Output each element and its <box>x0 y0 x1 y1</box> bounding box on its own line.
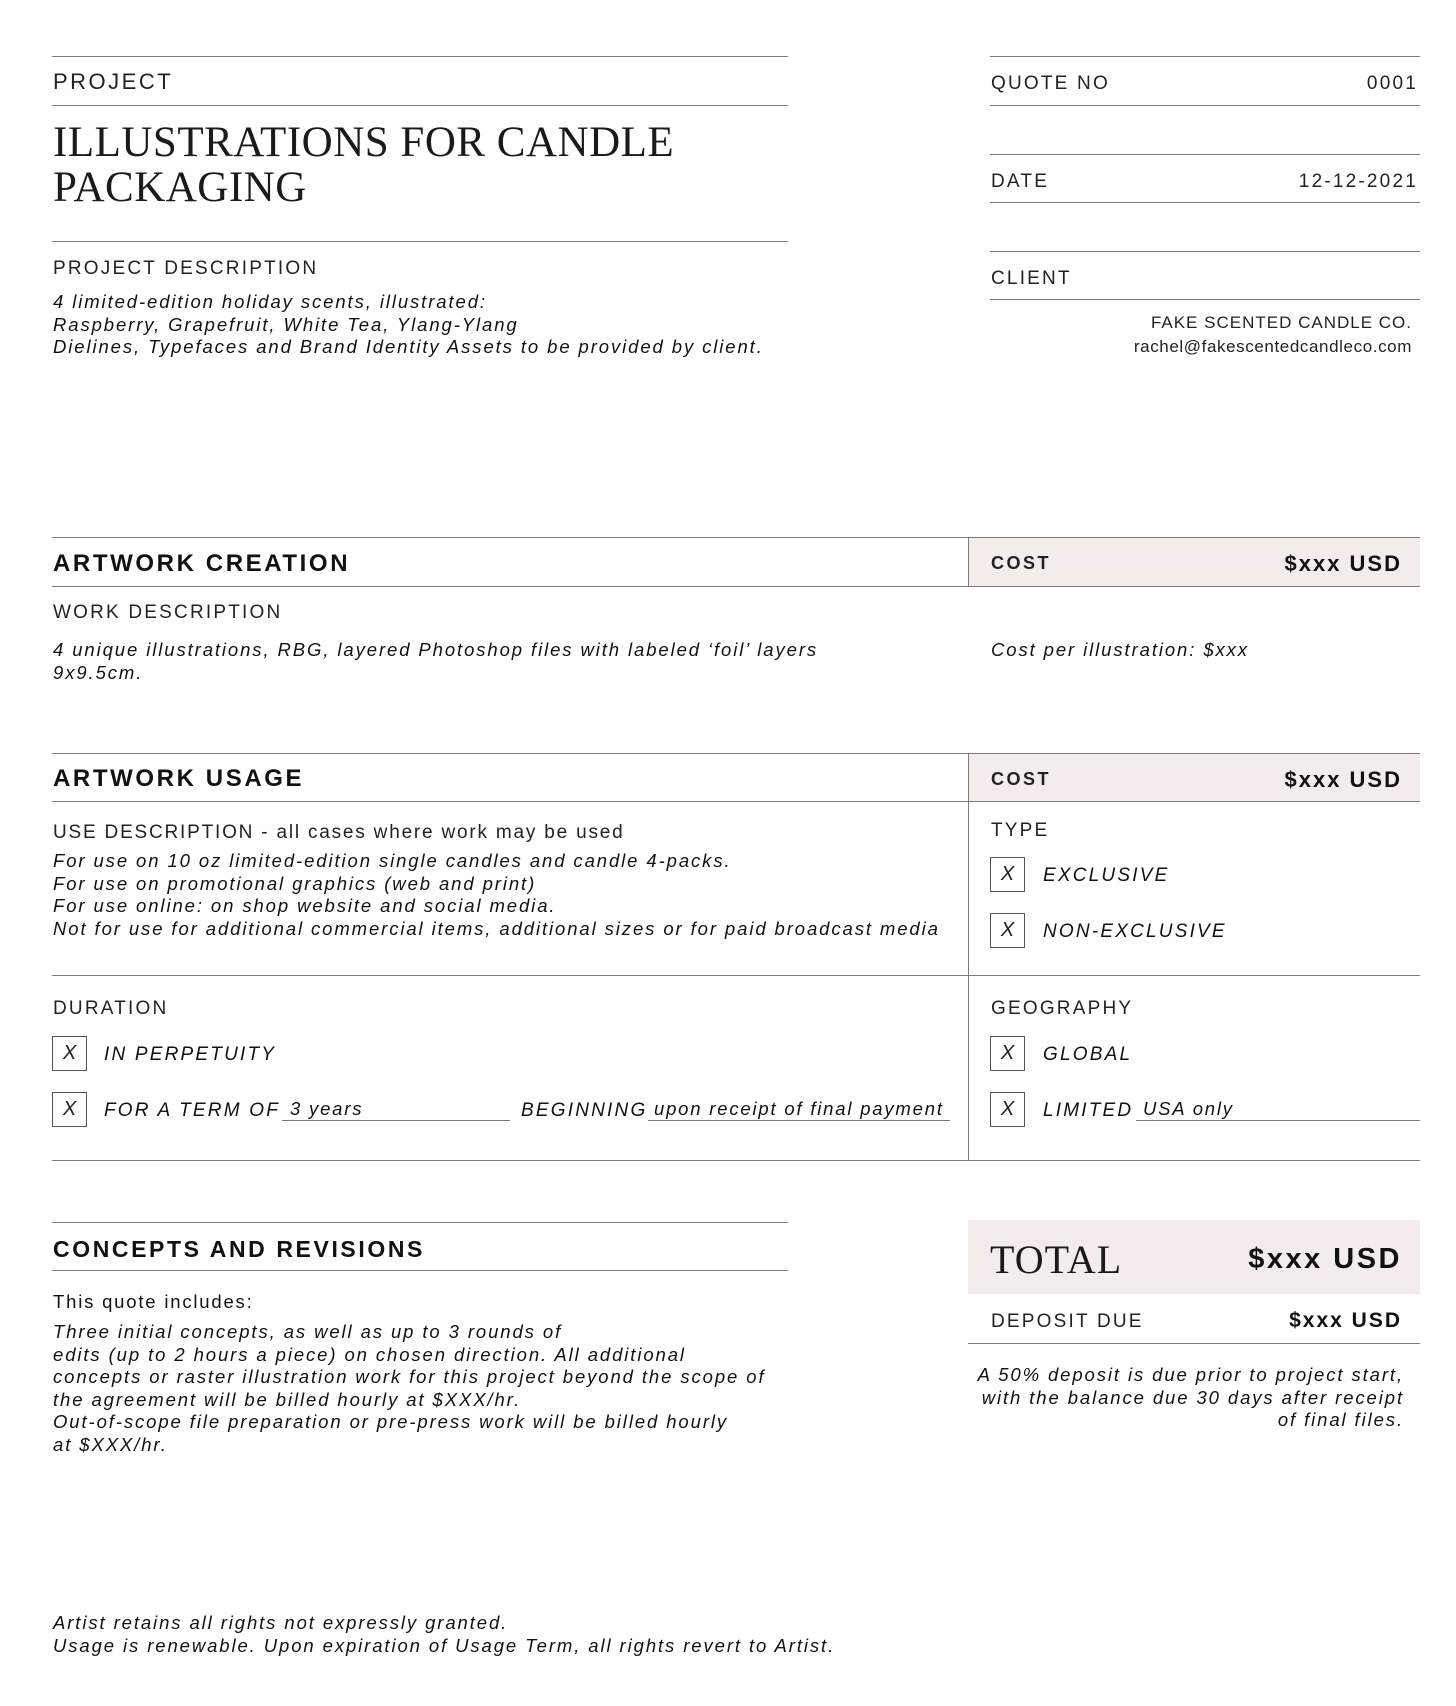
non-exclusive-label: NON-EXCLUSIVE <box>1043 921 1227 942</box>
term-value[interactable]: 3 years <box>290 1098 364 1119</box>
cost-per-illustration: Cost per illustration: $xxx <box>991 639 1249 660</box>
artwork-creation-heading: ARTWORK CREATION <box>53 550 351 577</box>
project-description: 4 limited-edition holiday scents, illustrated: Raspberry, Grapefruit, White Tea, Ylang-Ylang Dielines, Typefaces and Brand Identity Assets to be provided by client. <box>53 291 764 357</box>
non-exclusive-checkbox[interactable]: X <box>990 913 1025 948</box>
project-title <box>53 120 674 210</box>
client-name: FAKE SCENTED CANDLE CO. <box>1150 313 1412 332</box>
divider <box>990 154 1420 155</box>
divider <box>52 56 788 57</box>
limited-value[interactable]: USA only <box>1143 1098 1234 1119</box>
work-description-label: WORK DESCRIPTION <box>53 602 283 623</box>
client-email: rachel@fakescentedcandleco.com <box>1133 337 1412 356</box>
divider <box>52 105 788 106</box>
exclusive-checkbox[interactable]: X <box>990 857 1025 892</box>
divider <box>52 586 1420 587</box>
geography-label: GEOGRAPHY <box>991 998 1134 1019</box>
limited-underline <box>1136 1120 1420 1121</box>
limited-label: LIMITED <box>1043 1100 1134 1121</box>
usage-cost-label: COST <box>991 769 1052 789</box>
concepts-text: Three initial concepts, as well as up to 3 rounds of edits (up to 2 hours a piece) on chosen direction. All additional concepts or raster illustration work for this project beyond the scope of the agreement will be billed hourly at $XXX/hr. Out-of-scope file preparation or pre-press work will be billed hourly at $XXX/hr. <box>53 1321 766 1455</box>
divider <box>52 975 1420 976</box>
use-description: For use on 10 oz limited-edition single candles and candle 4-packs. For use on promotional graphics (web and print) For use online: on shop website and social media. Not for use for additional commercial items, additional sizes or for paid broadcast media <box>53 850 940 939</box>
divider <box>52 241 788 242</box>
project-label: PROJECT <box>53 69 174 94</box>
project-title-line2: PACKAGING <box>53 164 307 211</box>
divider <box>52 1160 1420 1161</box>
creation-cost-value: $xxx USD <box>1284 551 1402 576</box>
usage-cost-value: $xxx USD <box>1284 767 1402 792</box>
limited-checkbox[interactable]: X <box>990 1092 1025 1127</box>
global-label: GLOBAL <box>1043 1044 1133 1065</box>
divider <box>52 1270 788 1271</box>
total-value: $xxx USD <box>1248 1243 1402 1275</box>
beginning-underline <box>648 1120 950 1121</box>
column-divider <box>968 537 969 587</box>
project-title-line1: ILLUSTRATIONS FOR CANDLE <box>53 119 675 166</box>
total-label: TOTAL <box>990 1237 1123 1282</box>
beginning-label: BEGINNING <box>521 1100 648 1121</box>
concepts-heading: CONCEPTS AND REVISIONS <box>53 1236 426 1262</box>
divider <box>990 251 1420 252</box>
type-label: TYPE <box>991 820 1050 841</box>
column-divider <box>968 753 969 1161</box>
date-value: 12-12-2021 <box>1298 171 1418 192</box>
term-underline <box>282 1120 510 1121</box>
term-checkbox[interactable]: X <box>52 1092 87 1127</box>
quote-no-value: 0001 <box>1366 73 1418 94</box>
deposit-value: $xxx USD <box>1289 1309 1402 1332</box>
divider <box>990 202 1420 203</box>
footer-rights-text: Artist retains all rights not expressly granted. Usage is renewable. Upon expiration of Usage Term, all rights revert to Artist. <box>53 1612 836 1656</box>
project-description-label: PROJECT DESCRIPTION <box>53 258 319 279</box>
work-description: 4 unique illustrations, RBG, layered Photoshop files with labeled ‘foil’ layers 9x9.5cm. <box>53 639 819 683</box>
divider <box>990 56 1420 57</box>
client-label: CLIENT <box>991 268 1072 289</box>
concepts-intro: This quote includes: <box>53 1291 254 1312</box>
global-checkbox[interactable]: X <box>990 1036 1025 1071</box>
in-perpetuity-label: IN PERPETUITY <box>104 1044 277 1065</box>
in-perpetuity-checkbox[interactable]: X <box>52 1036 87 1071</box>
divider <box>52 753 1420 754</box>
deposit-label: DEPOSIT DUE <box>991 1311 1144 1332</box>
exclusive-label: EXCLUSIVE <box>1043 865 1170 886</box>
divider <box>990 105 1420 106</box>
divider <box>52 801 1420 802</box>
quote-no-label: QUOTE NO <box>991 73 1110 94</box>
use-description-label: USE DESCRIPTION - all cases where work may be used <box>53 822 625 843</box>
date-label: DATE <box>991 171 1050 192</box>
divider <box>968 1343 1420 1344</box>
artwork-usage-heading: ARTWORK USAGE <box>53 765 305 792</box>
divider <box>52 1222 788 1223</box>
divider <box>52 537 1420 538</box>
creation-cost-label: COST <box>991 553 1052 573</box>
term-label: FOR A TERM OF <box>104 1100 281 1121</box>
deposit-note: A 50% deposit is due prior to project start, with the balance due 30 days after receipt of final files. <box>977 1364 1404 1430</box>
duration-label: DURATION <box>53 998 169 1019</box>
divider <box>990 299 1420 300</box>
beginning-value[interactable]: upon receipt of final payment <box>654 1098 944 1119</box>
